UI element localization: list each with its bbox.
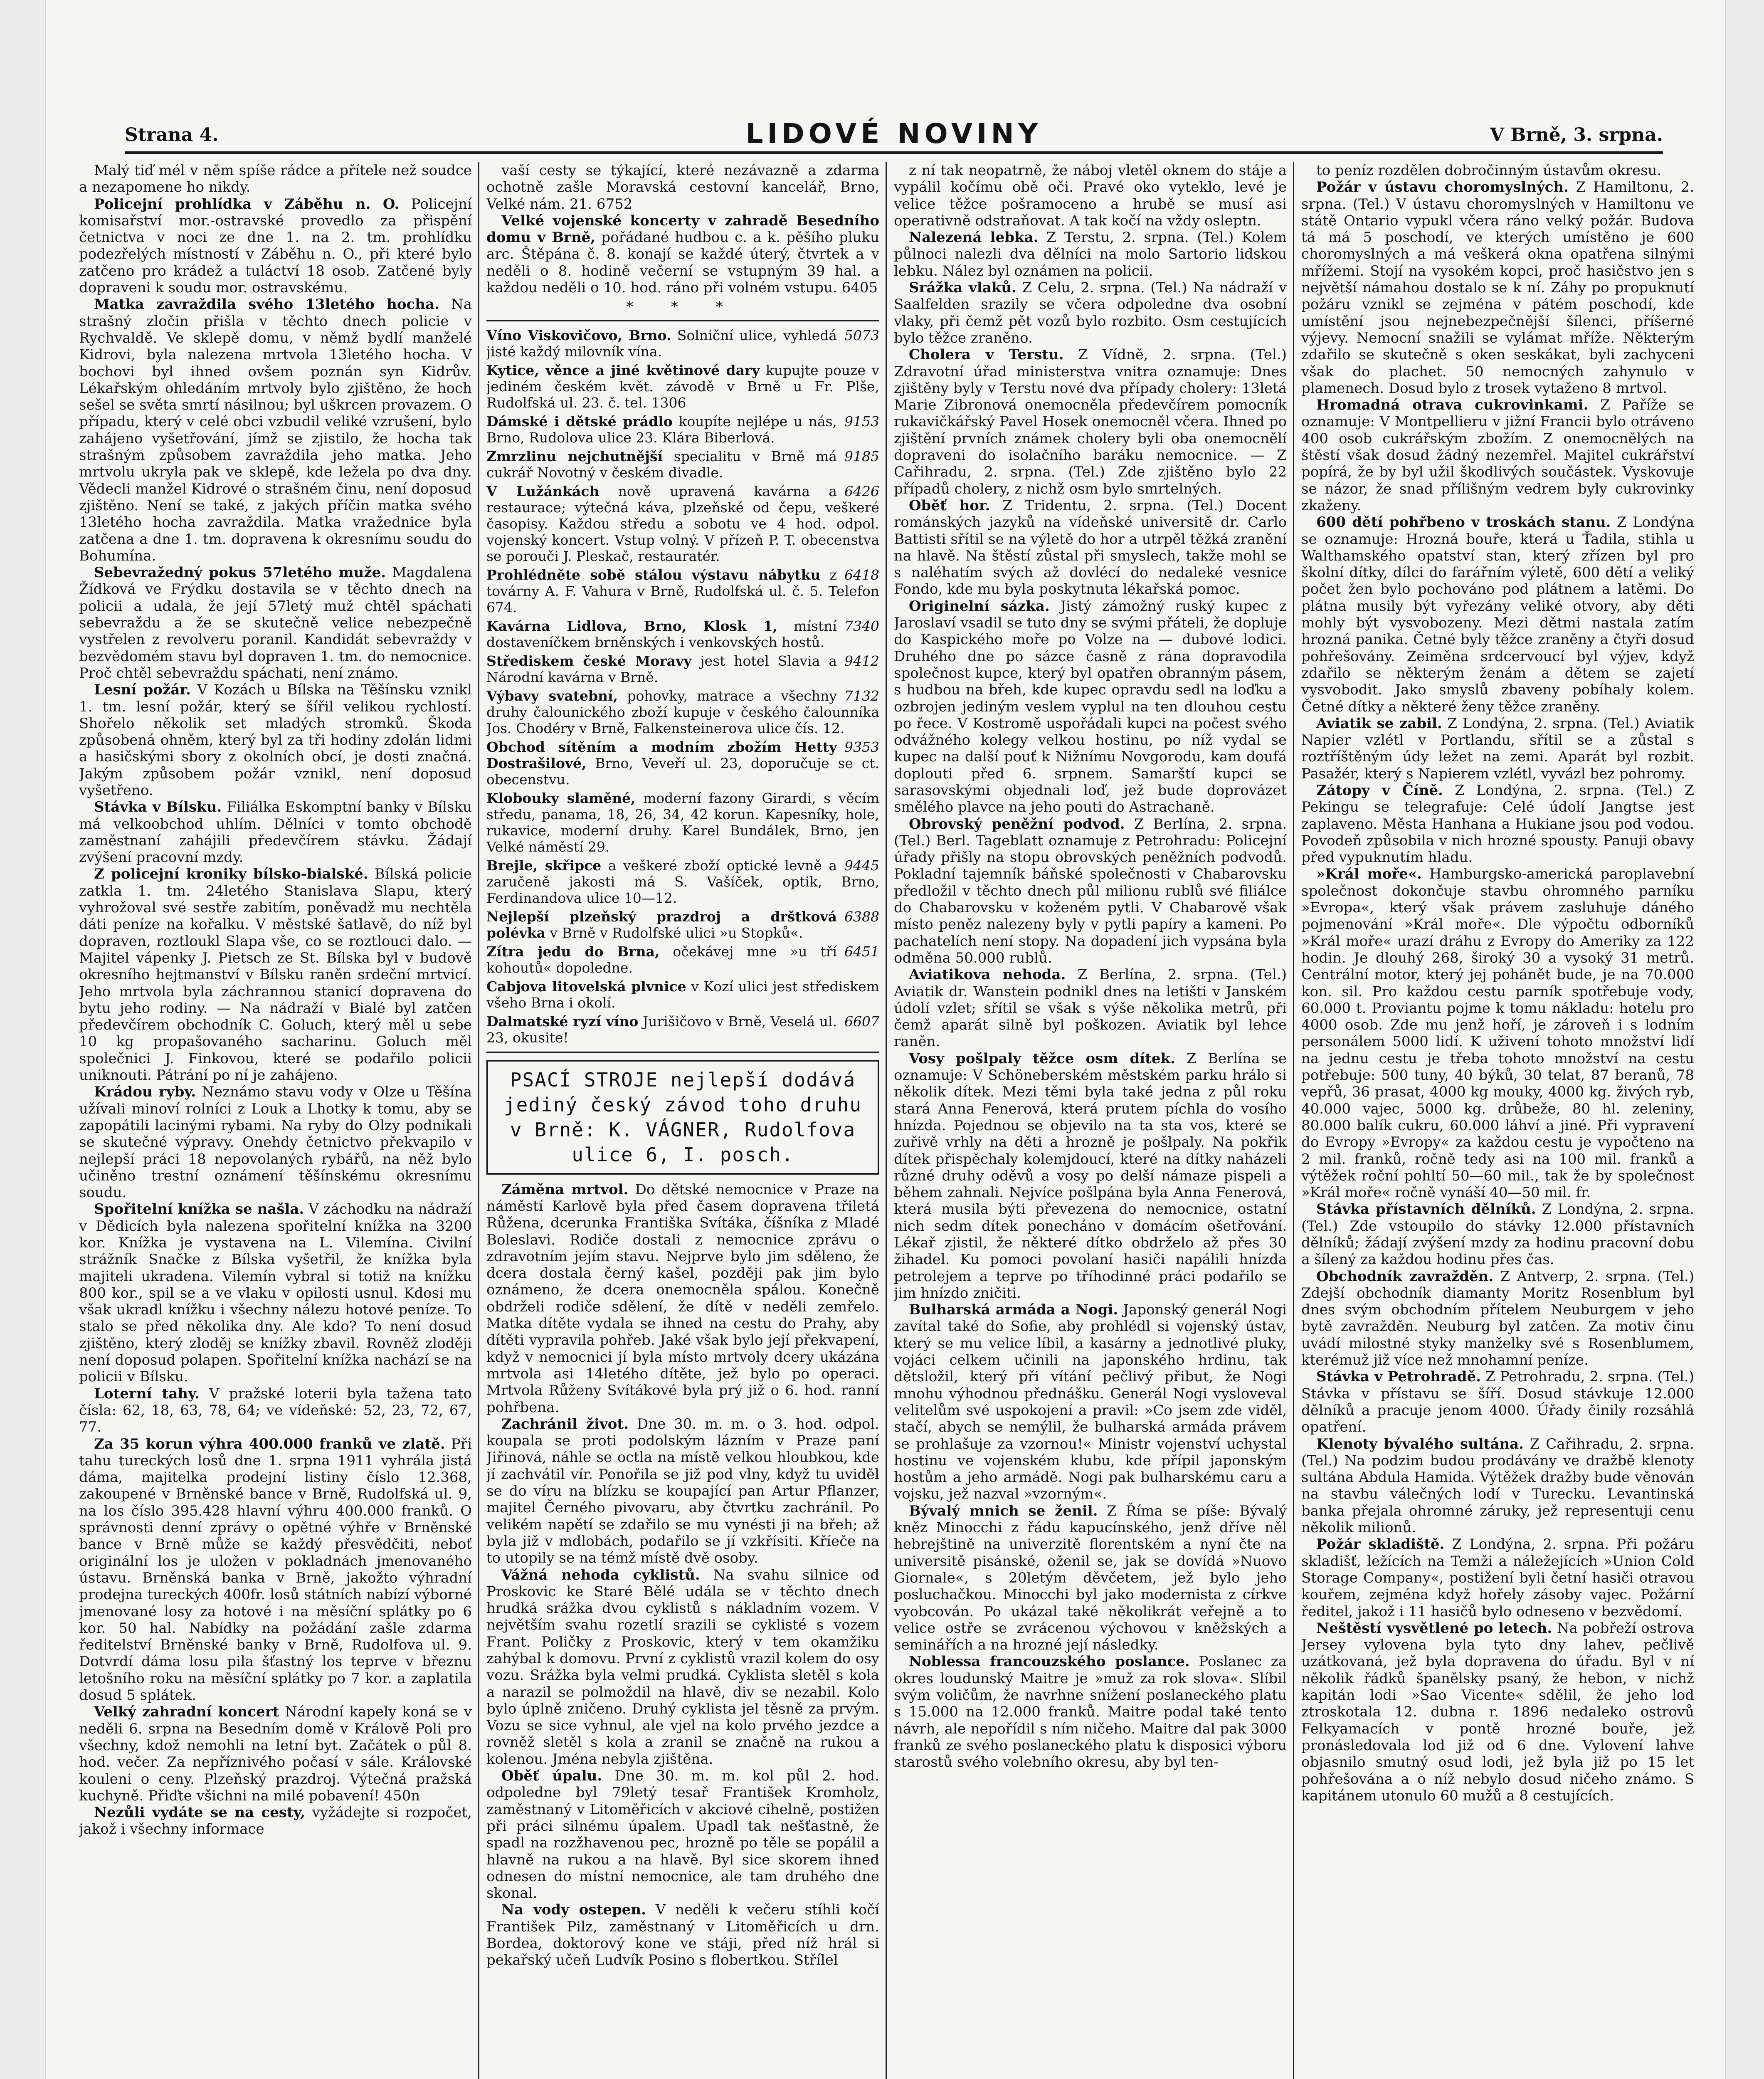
article-headline: Stávka v Petrohradě. — [1316, 1368, 1481, 1385]
article-paragraph — [79, 162, 472, 196]
article-text: z ní tak neopatrně, že náboj vletěl oknem do stáje a vypálil kočímu obě oči. Pravé oko vyteklo, levé je velice těžce pošramoceno a hrubě se musí asi operativně odstraňovat. A tak kočí na vždy osleptn. — [894, 162, 1287, 229]
article-text: Malý tiď mél v něm spíše rádce a přítele než soudce a nezapomene ho nikdy. — [79, 162, 472, 196]
article-paragraph — [1301, 715, 1694, 782]
ad-code: 9153 — [844, 413, 879, 430]
article-text: Magdalena Žídková ve Frýdku dostavila se v těchto dnech na policii a udala, že její 57letý muž chtěl spáchati sebevraždu a že se skutečně velice nebezpečně vystřelen z revolveru poranil. Kandidát sebevraždy v bezvědomém stavu byl dopraven 1. tm. do nemocnice. Proč chtěl sebevraždu spáchati, není známo. — [79, 564, 472, 681]
article-text: Z Paříže se oznamuje: V Montpellieru v jižní Francii bylo otráveno 400 osob cukrářským zbožím. Z onemocnělých na štěstí však dosud žádný nezemřel. Majitel cukrářství popírá, že by byl užil škodlivých součástek. Vyskovuje se názor, že snad přílišným vedrem byly cukrovinky zkaženy. — [1301, 397, 1694, 514]
article-paragraph — [894, 598, 1287, 816]
ad-text: koupíte nejlépe u nás, Brno, Rudolova ulice 23. Klára Biberlová. — [486, 413, 837, 446]
classified-ad — [486, 1013, 879, 1046]
article-paragraph — [1301, 1620, 1694, 1804]
article-paragraph — [894, 162, 1287, 229]
column-2-top-articles — [486, 162, 879, 296]
column-divider — [478, 162, 479, 2079]
page-header — [125, 113, 1663, 154]
ad-lead: Střediskem české Moravy — [486, 652, 692, 669]
classified-ad — [486, 483, 879, 564]
article-paragraph — [486, 212, 879, 296]
ad-text: místní dostaveníčkem brněnských i venkovských hostů. — [486, 617, 837, 650]
article-paragraph — [79, 799, 472, 866]
article-text: to peníz rozdělen dobročinným ústavům okresu. — [1316, 162, 1662, 179]
article-paragraph — [894, 816, 1287, 967]
ad-text: z továrny A. F. Vahura v Brně, Rudolfská ul. č. 5. Telefon 674. — [486, 566, 879, 615]
ad-lead: Cabjova litovelská plvnice — [486, 978, 686, 995]
classified-ad — [486, 688, 879, 736]
column-4 — [1301, 162, 1694, 2079]
article-paragraph — [79, 1804, 472, 1838]
article-paragraph — [894, 1050, 1287, 1301]
ad-lead: Dalmatské ryzí víno — [486, 1013, 639, 1030]
ad-code: 9353 — [844, 738, 879, 755]
article-headline: Z policejní kroniky bílsko-bialské. — [94, 866, 368, 883]
article-headline: Zachránil život. — [501, 1415, 629, 1432]
article-headline: Zátopy v Číně. — [1316, 782, 1443, 799]
column-2-bottom-articles — [486, 1181, 879, 1969]
ad-text: Solniční ulice, vyhledá jisté každý milovník vína. — [486, 327, 837, 360]
article-text: Z Londýna se oznamuje: Hrozná bouře, která u Ťadila, stihla u Walthamského opatství stan, který zřízen byl pro školní dítky, dílci do farářním výletě, 600 dětí a veliký počet žen bylo pochováno pod plátnem a latěmi. Do plátna musily být vyřezány veliké otvory, aby děti mohly být vysvobozeny. Mezi dětmi nastala zatím hrozná panika. Četné byly těžce zraněny a čtyři dosud pohřešovány. Zeiměna srdcervoucí byl výjev, když zdařilo se některým ženám a dětem se zajetí vysvobodit. Jako smyslů zbaveny pobíhaly kolem. Četné dítky a některé ženy těžce zraněny. — [1301, 514, 1694, 715]
ad-text: a veškeré zboží optické levně a zaručeně jakosti má S. Vašíček, optik, Brno, Ferdinandova ulice 10—12. — [486, 857, 879, 906]
article-headline: Lesní požár. — [94, 681, 191, 699]
article-headline: Vážná nehoda cyklistů. — [501, 1566, 700, 1583]
classified-ad — [486, 978, 879, 1011]
masthead-title: LIDOVÉ NOVINY — [745, 118, 1042, 150]
article-text: Na strašný zločin přišla v těchto dnech policie v Rychvaldě. Ve sklepě domu, v němž bydlí manželé Kidrovi, byla nalezena mrtvola 13letého hocha. V bochovi byl ihned ovšem poznán syn Kidrův. Lékařským ohledáním mrtvoly bylo zjištěno, že hoch sešel se světa smrtí násilnou; byl uškrcen provazem. O případu, který v celé obci vzbudil veliké vzrušení, bylo zahájeno vyšetřování, jímž se zjistilo, že hocha tak strašným způsobem zavraždila jeho matka. Jeho mrtvolu ukryla pak ve sklepě, kde ležela po dva dny. Vědecli manžel Kidrové o strašném činu, není doposud zjištěno. Není se také, z jakých příčin matka svého 13letého hocha zavraždila. Matka vražednice byla zatčena a dne 1. tm. dopravena k okresnímu soudu do Bohumína. — [79, 296, 472, 564]
article-headline: Cholera v Terstu. — [909, 346, 1064, 363]
ad-lead: Dámské i dětské prádlo — [486, 413, 673, 430]
article-paragraph — [1301, 514, 1694, 715]
article-headline: Srážka vlaků. — [909, 279, 1016, 296]
article-text: Na svahu silnice od Proskovic ke Staré Bělé udála se v těchto dnech hrudká srážka dvou cyklistů s nákladním vozem. V největším svahu rozetlí srazili se cyklisté s vozem Frant. Poličky z Proskovic, který v tem okamžiku zahýbal k domovu. První z cyklistů vrazil kolem do osy vozu. Srážka byla velmi prudká. Cyklista sletěl s kola a narazil se polmoždil na hlavě, div se nezabil. Kolo bylo úplně zničeno. Druhý cyklista jel těsně za prvým. Vozu se sice vyhnul, ale vjel na kolo prvého jezdce a rovněž sletěl s kola a zranil se značně na rukou a kolenou. Jména nebyla zjištěna. — [486, 1566, 879, 1768]
article-text: Z Cařihradu, 2. srpna. (Tel.) Na podzim budou prodávány ve dražbě klenoty sultána Abdula Hamida. Výtěžek dražby bude věnován na stavbu válečných lodí v Turecku. Levantinská banka přejala ohromné záruky, jež representuji cenu několik milionů. — [1301, 1435, 1694, 1536]
article-headline: Na vody ostepen. — [501, 1901, 646, 1919]
article-headline: Policejní prohlídka v Záběhu n. O. — [94, 195, 400, 212]
article-paragraph — [894, 346, 1287, 497]
article-text: vaší cesty se týkající, které nezávazně a zdarma ochotně zašle Moravská cestovní kancelář, Brno, Velké nám. 21. 6752 — [486, 162, 879, 212]
article-paragraph — [1301, 162, 1694, 179]
ad-code: 6426 — [844, 483, 879, 499]
ad-code: 9185 — [844, 448, 879, 464]
article-headline: Originelní sázka. — [909, 598, 1050, 615]
article-headline: Záměna mrtvol. — [501, 1181, 629, 1198]
article-headline: Spořitelní knížka se našla. — [94, 1201, 304, 1218]
article-text: V záchodku na nádraží v Dědicích byla nalezena spořitelní knížka na 3200 kor. Knížka je vystavena na L. Vilemína. Civilní strážník Snačke z Bílska vyšetřil, že knížka byla majiteli ukradena. Vilemín vybral si totiž na knížku 800 kor., spil se a ve vlaku v opilosti usnul. Kdosi mu však ukradl knížku i všechny nálezu hotové peníze. To stalo se před několika dny. Ale kdo? To není dosud zjištěno, který zloděj se knížky zbavil. Rovněž zloději není doposud polapen. Spořitelní knížka nachází se na policii v Bílsku. — [79, 1201, 472, 1385]
article-headline: Sebevražedný pokus 57letého muže. — [94, 564, 386, 581]
article-headline: Za 35 korun výhra 400.000 franků ve zlatě. — [94, 1435, 445, 1452]
ad-text: jest hotel Slavia a Národní kavárna v Brně. — [486, 652, 837, 685]
article-text: Z Vídně, 2. srpna. (Tel.) Zdravotní úřad ministerstva vnitra oznamuje: Dnes zjištěny byly v Terstu nové dva případy cholery: 13letá Marie Zibronová onemocněla předevčírem pomocník rukavičkářský Pavel Hosek onemocněl včera. Ihned po zjištění prvních známek cholery byli oba onemocnělí dopraveni do isolačního baráku nemocnice. — Z Cařihradu, 2. srpna. (Tel.) Zde zjištěno bylo 22 případů cholery, z nichž osm bylo smrtelných. — [894, 346, 1287, 497]
ad-text: nově upravená kavárna a restaurace; výtečná káva, plzeňské od čepu, veškeré časopisy. Každou středu a sobotu ve 4 hod. odpol. vojenský koncert. Vstup volný. V přízeň P. T. obecenstva se porouči J. Pleskač, restauratér. — [486, 483, 879, 564]
article-text: Z Hamiltonu, 2. srpna. (Tel.) V ústavu choromyslných v Hamiltonu ve státě Ontario vypukl včera ráno velký požár. Budova tá má 5 poschodí, ve kterých umístěno je 600 choromyslných a má veškerá okna opatřena silnými mřížemi. Stojí na vysokém kopci, proč hasičstvo jen s největší námahou dostalo se k ní. Záhy po propuknutí požáru vznikl se zejména v pátém poschodí, kde umístění jsou nejnebezpečnější šílenci, příšerné výjevy. Nemocní snažili se vylámat mříže. Některým zdařilo se skutečně s oken seskákat, byli zachyceni však do plachet. 50 nemocných zahynulo v plamenech. Dosud bylo z trosek vytaženo 8 mrtvol. — [1301, 179, 1694, 397]
article-paragraph — [486, 1416, 879, 1567]
article-paragraph — [894, 966, 1287, 1050]
article-headline: Hromadná otrava cukrovinkami. — [1316, 397, 1589, 414]
ad-text: moderní fazony Girardi, s věcím středu, panama, 18, 26, 34, 42 korun. Kapesníky, hole, rukavice, moderní druhy. Karel Bundálek, Brno, jen Velké náměstí 29. — [486, 790, 879, 855]
article-headline: Nezůli vydáte se na cesty, — [94, 1804, 306, 1821]
ad-lead: Kytice, věnce a jiné květinové dary — [486, 362, 760, 378]
article-text: V Kozách u Bílska na Těšínsku vznikl 1. tm. lesní požár, který se šířil velikou rychlostí. Shořelo několik set mladých stromků. Škoda způsobená ohněm, který byl za tři hodiny zdolán lidmi a hasičskými sbory z okolních obcí, je dosti značná. Jakým způsobem požár vznikl, není doposud vyšetřeno. — [79, 681, 472, 799]
article-headline: Stávka v Bílsku. — [94, 799, 222, 816]
section-separator: * * * — [626, 299, 740, 316]
ad-text: v Kozí ulici jest střediskem všeho Brna i okolí. — [486, 978, 879, 1011]
article-headline: Stávka přístavních dělníků. — [1316, 1201, 1536, 1218]
column-divider — [1293, 162, 1294, 2079]
article-headline: Matka zavraždila svého 13letého hocha. — [94, 296, 439, 313]
ad-code: 7340 — [844, 617, 879, 634]
article-text: Jistý zámožný ruský kupec z Jaroslaví vsadil se tuto dny se svými přáteli, že dopluje do Kaspického moře po Volze na — dubové lodici. Druhého dne po sázce časně z rána dopravodila společnost kupce, který byl opatřen obranným pásem, s hudbou na břeh, kde kupec opravdu sedl na loďku a ozbrojen jediným veslem vyplul na ten dlouhou cestu po řece. V Kostromě uspořádali kupci na počest svého odvážného kolegy velkou hostinu, po níž vydal se kupec na další pouť k Nižnímu Novgorodu, kam doufá doplouti před 6. srpnem. Samarští kupci se sarasovskými objednali loď, jež bude doprovázet smělého plavce na jeho pouti do Astrachaně. — [894, 598, 1287, 816]
article-headline: Velký zahradní koncert — [94, 1704, 279, 1721]
ad-code: 6451 — [844, 943, 879, 960]
article-text: Na pobřeží ostrova Jersey vylovena byla tyto dny lahev, pečlivě uzátkovaná, jež byla dopravena do úřadu. Byl v ní několik řádků španělsky psaný, že hebon, v nichž kapitán lodi »Sao Vicente« sdělil, že jeho loď ztroskotala 12. dubna r. 1896 nedaleko ostrovů Felkyamacích v pontě hrozné bouře, jež pronásledovala lod již od 6 dne. Vylovení lahve objasnilo smutný osud lodi, jež byla již po 15 let pohřešována a o níž nebylo dosud ničeho známo. S kapitánem utonulo 60 mužů a 8 cestujících. — [1301, 1620, 1694, 1804]
article-text: vyžádejte si rozpočet, jakož i všechny informace — [79, 1804, 472, 1838]
article-text: Při tahu tureckých losů dne 1. srpna 1911 vyhrála jistá dáma, majitelka prodejní listiny číslo 12.368, zakoupené v Brněnské bance v Brně, Rudolfská ul. 9, na los číslo 395.428 hlavní výhru 400.000 franků. O správnosti denní zprávy o opětné výhře v Brněnské bance v Brně může se každý přesvědčiti, neboť originální los je uložen v pokladnách jmenovaného ústavu. Brněnská banka v Brně, jakožto výhradní prodejna tureckých 400fr. losů státních nabízí výborné jmenované losy za hotové i na měsíční splátky po 6 kor. 50 hal. Nabídky na požádání zašle zdarma ředitelství Brněnské banky v Brně, Rudolfova ul. 9. Dotvrdí dáma losu pila šťastný los teprve v březnu letošního roku na měsíční splátky po 7 kor. a zaplatila dosud 5 splátek. — [79, 1435, 472, 1704]
ad-code: 9445 — [844, 857, 879, 874]
article-paragraph — [1301, 1268, 1694, 1369]
text-columns — [79, 162, 1700, 2079]
article-headline: Loterní tahy. — [94, 1385, 200, 1402]
article-paragraph — [1301, 1201, 1694, 1268]
article-headline: Vosy pošlpaly těžce osm dítek. — [909, 1050, 1175, 1067]
article-text: pořádané hudbou c. a k. pěšího pluku arc. Štěpána č. 8. konají se každé úterý, čtvrtek a v neděli o 8. hodině večerní se vstupným 39 hal. a každou neděli o 10. hod. ráno při volném vstupu. 6405 — [486, 229, 879, 296]
article-text: Z Tridentu, 2. srpna. (Tel.) Docent románských jazyků na vídeňské universitě dr. Carlo Battisti sřítil se na výletě do hor a utrpěl těžká zranění na hlavě. Na štěstí zůstal při smyslech, takže mohl se s naléhatím svých až dovlécí do nedaleké vesnice Fondo, kde mu byla poskytnuta lékařská pomoc. — [894, 497, 1287, 598]
article-text: Japonský generál Nogi zavítal také do Sofie, aby prohlédl si vojenský ústav, který se mu velice líbil, a kasárny a jednotlivé pluky, vojáci celkem učinili na japonského hrdinu, tak dětsložil, který při vítání pečlivý přibut, že Nogi mnohu výhodnou přednášku. Generál Nogi vysloveval velitelům své uspokojení a pravil: »Co jsem zde viděl, stačí, abych se nemýlil, že bulharská armáda právem se prohlašuje za vzornou!« Ministr vojenství uchystal hostinu ve vojenském klubu, kde přípil japonským hostům a jeho armádě. Nogi pak bulharskému caru a vojsku, jež nazval »vzorným«. — [894, 1301, 1287, 1503]
ad-lead: Obchod sítěním a modním zbožím Hetty Dostrašilové, — [486, 738, 837, 771]
column-1 — [79, 162, 472, 2079]
ad-lead: V Lužánkách — [486, 483, 600, 499]
ad-lead: Zmrzlinu nejchutnější — [486, 448, 663, 464]
classified-ad — [486, 567, 879, 615]
article-headline: Obrovský peněžní podvod. — [909, 815, 1125, 832]
article-text: Dne 30. m. m. kol půl 2. hod. odpoledne byl 79letý tesař František Kromholz, zaměstnaný v Litoměřicích v akciové cihelně, postižen při práci silnému úpalem. Upadl tak nešťastně, že spadl na rozžhavenou pec, hrozně po těle se popálil a hlavně na rukou a na hlavě. Byl sice skorem ihned odnesen do místní nemocnice, ale tam druhého dne skonal. — [486, 1768, 879, 1902]
classified-ad — [486, 413, 879, 446]
article-headline: Krádou ryby. — [94, 1084, 196, 1101]
ad-code: 7132 — [844, 687, 879, 704]
column-divider — [886, 162, 887, 2079]
article-headline: Požár skladiště. — [1316, 1536, 1445, 1553]
article-headline: Oběť hor. — [909, 497, 990, 514]
ad-code: 9412 — [844, 652, 879, 669]
article-text: Z Londýna, 2. srpna. (Tel.) Zde vstoupilo do stávky 12.000 přístavních dělníků; žádají zvýšení mzdy za hodinu pracovní dobu a šílený za každou hodinu přes čas. — [1301, 1201, 1694, 1268]
article-text: Policejní komisařství mor.-ostravské provedlo za přispění četnictva v noci ze dne 1. na 2. tm. prohlídku podezřelých místností v Záběhu n. O., při které bylo zatčeno pro krádež a tuláctví 18 osob. Zatčené byly dopraveni k soudu mor. ostravskému. — [79, 195, 472, 296]
article-text: Poslanec za okres loudunský Maitre je »muž za rok slova«. Slíbil svým voličům, že navrhne snížení poslaneckého platu s 15.000 na 12.000 franků. Maitre podal také tento návrh, ale nepořídil s ním ničeho. Maitre dal pak 3000 franků ze svého poslaneckého platu k disposici výboru starostů svého volebního okresu, aby byl ten- — [894, 1653, 1287, 1771]
article-headline: »Král moře«. — [1316, 866, 1422, 883]
article-text: Do dětské nemocnice v Praze na náměstí Karlově byla před časem dopravena třiletá Růžena, dcerunka Františka Svítáka, číšníka z Mladé Boleslavi. Rodiče dostali z nemocnice zprávu o zdravotním jejím stavu. Nejprve bylo jim sděleno, že dcera dostala černý kašel, později pak jim bylo oznámeno, že dcera onemocněla spálou. Konečně obdrželi rodiče sdělení, že dítě v neděli zemřelo. Matka dítěte vydala se ihned na cestu do Prahy, aby dítěti vypravila pohřeb. Jaké však bylo její překvapení, když v nemocnici jí byla místo mrtvoly dcery ukázána mrtvola asi 14letého dítěte, jež bylo po operaci. Mrtvola Růženy Svítákové byla prý již o 6. hod. ranní pohřbena. — [486, 1181, 879, 1416]
ad-text: v Brně v Rudolfské ulici »u Stopků«. — [550, 924, 803, 941]
article-paragraph — [894, 497, 1287, 598]
article-headline: Požár v ústavu choromyslných. — [1316, 179, 1569, 196]
article-paragraph — [79, 866, 472, 1084]
article-headline: Bulharská armáda a Nogi. — [909, 1301, 1118, 1319]
classified-ad — [486, 327, 879, 360]
article-paragraph — [79, 1084, 472, 1201]
article-text: Z Antverp, 2. srpna. (Tel.) Zdejší obchodník diamanty Moritz Rosenblum byl dnes svým obchodním přítelem Neuburgem v jeho bytě zavražděn. Neuburg byl zatčen. Za motiv činu uvádí milostné styky manželky své s Rosenblumem, kterémuž již více než mnohamní peníze. — [1301, 1268, 1694, 1369]
column-2 — [486, 162, 879, 2079]
ad-text: pohovky, matrace a všechny druhy čalounického zboží kupuje v českého čalounníka Jos. Chodéry v Brně, Falkensteinerova ulice čís. 12. — [486, 687, 879, 736]
article-paragraph — [486, 1768, 879, 1901]
article-text: Z Londýna, 2. srpna. Při požáru skladišť, ležících na Temži a náležejících »Union Cold Storage Company«, postižení byli četní hasiči otravou kouřem, zejména když hořely zásoby vajec. Požární ředitel, jakož i 11 hasičů bylo odneseno v bezvědomí. — [1301, 1536, 1694, 1620]
article-paragraph — [894, 1301, 1287, 1503]
article-text: V neděli k večeru stíhli kočí František Pilz, zaměstnaný v Litoměřicích u drn. Bordea, doktorový kone ve stáji, před níž hrál si pekařský učeň Ludvík Posino s flobertkou. Střílel — [486, 1901, 879, 1969]
article-text: V pražské loterii byla tažena tato čísla: 62, 18, 63, 78, 64; ve vídeňské: 52, 23, 72, 67, 77. — [79, 1385, 472, 1436]
classified-ad — [486, 790, 879, 855]
article-headline: Oběť úpalu. — [501, 1768, 602, 1785]
ad-code: 6607 — [844, 1013, 879, 1030]
article-paragraph — [894, 229, 1287, 279]
ad-lead: Víno Viskovičovo, Brno. — [486, 327, 671, 343]
article-paragraph — [1301, 866, 1694, 1201]
classified-ad — [486, 909, 879, 941]
classified-ad — [486, 448, 879, 481]
article-paragraph — [486, 1901, 879, 1968]
ad-lead: Brejle, skřipce — [486, 857, 602, 874]
ad-lead: Zítra jedu do Brna, — [486, 943, 660, 960]
ad-text: specialitu v Brně má cukrář Novotný v českém divadle. — [486, 448, 837, 481]
article-paragraph — [1301, 1536, 1694, 1620]
article-headline: Neštěstí vysvětlené po letech. — [1316, 1620, 1552, 1637]
ad-lead: Prohlédněte sobě stálou výstavu nábytku — [486, 566, 821, 583]
ad-code: 6418 — [844, 566, 879, 583]
article-paragraph — [894, 1503, 1287, 1654]
classified-ad — [486, 857, 879, 906]
article-text: Neznámo stavu vody v Olze u Těšína užívali minoví rolníci z Louk a Lhotky k tomu, aby se zapopátili lacinými rybami. Na ryby do Olzy podnikali se skutečné výpravy. Onehdy četnictvo překvapilo v nejlepší práci 18 nepovolaných rybářů, na něž bylo učiněno trestní oznámení těšínskému okresnímu soudu. — [79, 1084, 472, 1201]
article-paragraph — [1301, 179, 1694, 397]
ad-text: Brno, Veveří ul. 23, doporučuje se ct. obecenstvu. — [486, 755, 879, 788]
article-headline: Obchodník zavražděn. — [1316, 1268, 1494, 1285]
article-paragraph — [486, 1181, 879, 1416]
article-paragraph — [79, 564, 472, 681]
article-text: Z Terstu, 2. srpna. (Tel.) Kolem půlnoci nalezli dva dělníci na molo Sartorio lidskou lebku. Nález byl oznámen na policii. — [894, 229, 1287, 279]
article-headline: Bývalý mnich se ženil. — [909, 1502, 1098, 1519]
article-text: Z Berlína se oznamuje: V Schöneberském městském parku hrálo si několik dítek. Mezi těmi byla také jedna z půl roku stará Anna Fenerová, která prutem píchla do vosího hnízda. Pojednou se objevilo na ta sta vos, které se zuřivě vrhly na děti a hrozně je pošlpaly. Na pokřik dítek přispěchaly kolemjdoucí, které na dítky naházeli různé druhy oděvů a vosy po delší námaze pispeli a během zahnali. Nejvíce pošlpána byla Anna Fenerová, která musila býti převezena do nemocnice, ostatní nich sedm dítek ponecháno v domácím ošetřování. Lékař zjistil, že některé dítko obdrželo až přes 30 žihadel. Ku pomoci povolaní hasiči napálili hnízda petrolejem a teprve po tříhodinné práci podařilo se jim hnízdo zničiti. — [894, 1050, 1287, 1301]
classified-ad — [486, 653, 879, 685]
article-text: Z Londýna, 2. srpna. (Tel.) Aviatik Napier vzlétl v Portlandu, sřítil se a zůstal s roztříštěným údy ležet na zemi. Aparát byl rozbit. Pasažér, který s Napierem vzlétl, vyvázl bez pohromy. — [1301, 715, 1694, 782]
article-paragraph — [79, 1436, 472, 1704]
article-paragraph — [1301, 1436, 1694, 1536]
article-paragraph — [486, 162, 879, 212]
article-text: Bílská policie zatkla 1. tm. 24letého Stanislava Slapu, který vyhrožoval své sestře zabitím, poněvadž mu nechtěla dáti peníze na kořalku. V městské šatlavě, do níž byl dopraven, roztloukl Slapa vše, co se roztlouci dalo. — Majitel vápenky J. Pietsch ze St. Bílska byl v budově okresního hejtmanství v Bílsku raněn srdeční mrtvicí. Jeho mrtvola byla záchrannou stanicí dopravena do bytu jeho rodiny. — Na nádraží v Bialé byl zatčen předevčírem obchodník C. Goluch, který měl u sebe 10 kg propašovaného sacharinu. Goluch měl společnici J. Finkovou, které se podařilo policii uniknouti. Pátrání po ní je zahájeno. — [79, 866, 472, 1084]
article-text: Dne 30. m. m. o 3. hod. odpol. koupala se proti podolským lázním v Praze paní Jiřinová, náhle se octla na místě velkou hloubkou, kde jí zachvátil vír. Ponořila se již pod vlny, když tu uviděl se do víru na blízku se koupající pan Artur Pflanzer, majitel Černého pivovaru, aby čtvrtku zachránil. Po velikém napětí se zdařilo se mu vynésti ji na břeh; až byla již v mdlobách, podařilo se jí vzkřísiti. Kříeče na to utopily se na témž místě dvě osoby. — [486, 1415, 879, 1567]
article-paragraph — [894, 279, 1287, 346]
article-text: Z Petrohradu, 2. srpna. (Tel.) Stávka v přístavu se šíří. Dosud stávkuje 12.000 dělníků a pracuje jenom 4000. Úřady činily rozsáhlá opatření. — [1301, 1368, 1694, 1436]
ad-text: kupujte pouze v jediném českém květ. závodě v Brně u Fr. Plše, Rudolfská ul. 23. č. tel. 1306 — [486, 362, 879, 411]
article-paragraph — [1301, 397, 1694, 514]
article-text: Z Berlína, 2. srpna. (Tel.) Aviatik dr. Wanstein podnikl dnes na letišti v Janském údolí vzlet; sřítil se však s výše několika metrů, při čemž aparát silně byl poškozen. Aviatik byl lehce raněn. — [894, 966, 1287, 1050]
article-headline: Velké vojenské koncerty v zahradě Besedního domu v Brně, — [486, 212, 879, 246]
classified-ads — [486, 320, 879, 1053]
ad-lead: Výbavy svatební, — [486, 687, 618, 704]
ad-code: 6388 — [844, 908, 879, 925]
article-headline: Aviatik se zabil. — [1316, 715, 1442, 732]
ad-lead: Nejlepší plzeňský prazdroj a drštková polévka — [486, 908, 837, 941]
article-text: Hamburgsko-americká paroplavební společnost dokončuje stavbu ohromného parníku »Evropa«, který však právem zasluhuje dáného pojmenování »Král moře«. Dle výpočtu odborníků »Král moře« urazí dráhu z Evropy do Ameriky za 122 hodin. Je dlouhý 268, široký 30 a vysoký 31 metrů. Centrální motor, který jej pohánět bude, je na 70.000 kon. sil. Pro každou cestu parník spotřebuje vody, 60.000 t. Proviantu pojme k tomu nákladu: hotelu pro 4000 osob. Zde mu jenž hoří, je zároveň i s lodním personálem 5000 lidí. K uživení tohoto množství lidí na jednu cestu je třeba tohoto množství na cestu potřebuje: 500 tuny, 40 býků, 30 telat, 87 beranů, 78 vepřů, 36 prasat, 4000 kg mouky, 4000 kg. živých ryb, 40.000 vajec, 5000 kg. drůbeže, 80 hl. zeleniny, 80.000 balík cukru, 60.000 láhví a jiné. Při vypravení do Evropy »Evropy« za každou cestu je vypočteno na 2 mil. franků, ročně tedy asi na 100 mil. franků a výtěžek roční pohltí 50—60 mil., tak že by společnost »Král moře« ročně vynáší 40—50 mil. fr. — [1301, 866, 1694, 1201]
classified-ad — [486, 362, 879, 411]
classified-ad — [486, 618, 879, 650]
article-headline: 600 dětí pohřbeno v troskách stanu. — [1316, 514, 1611, 531]
classified-ad — [486, 739, 879, 788]
ad-code: 5073 — [844, 327, 879, 343]
typewriter-advertisement: PSACÍ STROJE nejlepší dodává jediný český závod toho druhu v Brně: K. VÁGNER, Rudolfova ulice 6, I. posch. — [486, 1060, 879, 1175]
article-paragraph — [79, 1385, 472, 1436]
article-text: Národní kapely koná se v neděli 6. srpna na Besedním domě v Králově Poli pro všechny, kdož nemohli na letní byt. Začátek o půl 8. hod. večer. Za nepříznivého počasí v sále. Královské kouleni o ceny. Plzeňský prazdroj. Výtečná pražská kuchyně. Přiďte všichni na milé pobavení! 450n — [79, 1704, 472, 1804]
ad-lead: Kavárna Lidlova, Brno, Klosk 1, — [486, 617, 778, 634]
article-paragraph — [1301, 782, 1694, 866]
article-paragraph — [1301, 1368, 1694, 1435]
article-paragraph — [79, 681, 472, 799]
article-headline: Aviatikova nehoda. — [909, 966, 1066, 983]
article-text: Z Londýna, 2. srpna. (Tel.) Z Pekingu se telegrafuje: Celé údolí Jangtse jest zaplaveno. Města Hanhana a Hukiane jsou pod vodou. Povodeň způsobila v nich hrozné spousty. Panuji obavy před vypuknutím hladu. — [1301, 782, 1694, 866]
article-paragraph — [486, 1567, 879, 1768]
article-paragraph — [79, 296, 472, 564]
article-text: Filiálka Eskomptní banky v Bílsku má velkoobchod uhlím. Dělníci v tomto obchodě zaměstnaní zahájili předevčírem stávku. Žádají zvýšení pracovní mzdy. — [79, 799, 472, 866]
edition-dateline: V Brně, 3. srpna. — [1490, 124, 1663, 146]
article-headline: Nalezená lebka. — [909, 229, 1039, 246]
article-headline: Klenoty bývalého sultána. — [1316, 1435, 1524, 1452]
article-text: Z Berlína, 2. srpna. (Tel.) Berl. Tageblatt oznamuje z Petrohradu: Policejní úřady přišly na stopu obrovských peněžních podvodů. Pokladní tajemník báňské společnosti v Chabarovsku předložil v těchto dnech půl milionu rublů své filiálce do Chabarovsku v koženém pytli. V Chabarově však místo peněz nalezeny byly v pytli papíry a kameni. Po pachatelích není stopy. Na dopadení jich vypsána byla odměna 50.000 rublů. — [894, 815, 1287, 966]
ad-text: očekávej mne »u tří kohoutů« dopoledne. — [486, 943, 837, 976]
article-paragraph — [79, 196, 472, 296]
column-3 — [894, 162, 1287, 2079]
article-paragraph — [894, 1653, 1287, 1770]
article-text: Z Říma se píše: Bývalý kněz Minocchi z řádu kapucínského, jenž dříve něl hebrejštině na univerzitě florentském a nyní čte na universitě pisánské, oženil se, jak se dovídá »Nuovo Giornale«, s 20letým děvčetem, jež bylo jeho posluchačkou. Minocchi byl jako modernista z církve vyobcován. Po ukázal také několikrát veřejně a to velice ostře se zvrácenou výchovou v kněžských a seminářích a na hrozné její následky. — [894, 1502, 1287, 1654]
article-paragraph — [79, 1704, 472, 1804]
article-headline: Noblessa francouzského poslance. — [909, 1653, 1190, 1670]
classified-ad — [486, 943, 879, 976]
article-text: Z Celu, 2. srpna. (Tel.) Na nádraží v Saalfelden srazily se včera odpoledne dva osobní vlaky, při čemž pět vozů bylo rozbito. Osm cestujících bylo těžce zraněno. — [894, 279, 1287, 346]
ad-text: Jurišičovo v Brně, Veselá ul. 23, okusite! — [486, 1013, 837, 1046]
ad-lead: Klobouky slaměné, — [486, 790, 636, 806]
article-paragraph — [79, 1201, 472, 1385]
page-number: Strana 4. — [125, 124, 219, 146]
